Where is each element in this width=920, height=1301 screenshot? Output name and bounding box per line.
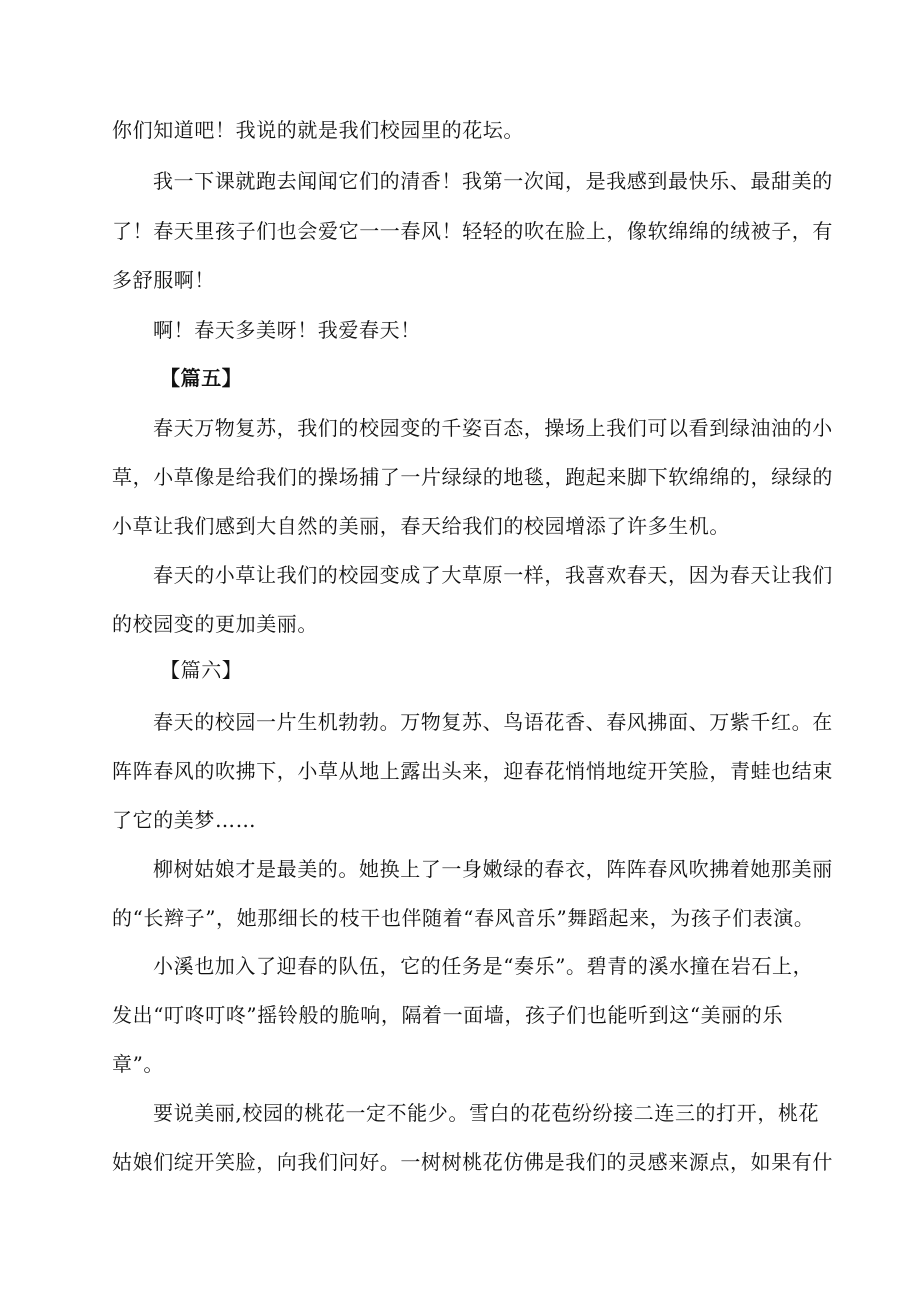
text-line: 阵阵春风的吹拂下，小草从地上露出头来，迎春花悄悄地绽开笑脸，青蛙也结束 xyxy=(112,759,833,783)
text-line: 春天的小草让我们的校园变成了大草原一样，我喜欢春天，因为春天让我们 xyxy=(153,563,833,587)
text-line: 你们知道吧！我说的就是我们校园里的花坛。 xyxy=(112,118,524,142)
text-line: 了！春天里孩子们也会爱它一一春风！轻轻的吹在脸上，像软绵绵的绒被子，有 xyxy=(112,219,833,243)
text-line: 我一下课就跑去闻闻它们的清香！我第一次闻，是我感到最快乐、最甜美的 xyxy=(153,169,833,193)
text-line: 章”。 xyxy=(112,1052,165,1076)
text-line: 姑娘们绽开笑脸，向我们问好。一树树桃花仿佛是我们的灵感来源点，如果有什 xyxy=(112,1150,833,1174)
section-heading: 【篇六】 xyxy=(160,658,243,682)
text-line: 小草让我们感到大自然的美丽，春天给我们的校园增添了许多生机。 xyxy=(112,514,730,538)
text-line: 要说美丽,校园的桃花一定不能少。雪白的花苞纷纷接二连三的打开，桃花 xyxy=(153,1101,820,1125)
text-line: 草，小草像是给我们的操场捕了一片绿绿的地毯，跑起来脚下软绵绵的，绿绿的 xyxy=(112,465,833,489)
text-line: 小溪也加入了迎春的队伍，它的任务是“奏乐”。碧青的溪水撞在岩石上， xyxy=(153,954,814,978)
text-line: 啊！春天多美呀！我爱春天！ xyxy=(153,318,421,342)
text-line: 春天的校园一片生机勃勃。万物复苏、鸟语花香、春风拂面、万紫千红。在 xyxy=(153,710,833,734)
text-line: 发出“叮咚叮咚”摇铃般的脆响，隔着一面墙，孩子们也能听到这“美丽的乐 xyxy=(112,1003,784,1027)
text-line: 柳树姑娘才是最美的。她换上了一身嫩绿的春衣，阵阵春风吹拂着她那美丽 xyxy=(153,857,833,881)
text-line: 春天万物复苏，我们的校园变的千姿百态，操场上我们可以看到绿油油的小 xyxy=(153,416,833,440)
text-line: 的校园变的更加美丽。 xyxy=(112,612,318,636)
section-heading: 【篇五】 xyxy=(160,366,243,390)
text-line: 的“长辫子”，她那细长的枝干也伴随着“春风音乐”舞蹈起来，为孩子们表演。 xyxy=(112,906,815,930)
text-line: 多舒服啊！ xyxy=(112,268,215,292)
text-line: 了它的美梦…… xyxy=(112,808,257,832)
